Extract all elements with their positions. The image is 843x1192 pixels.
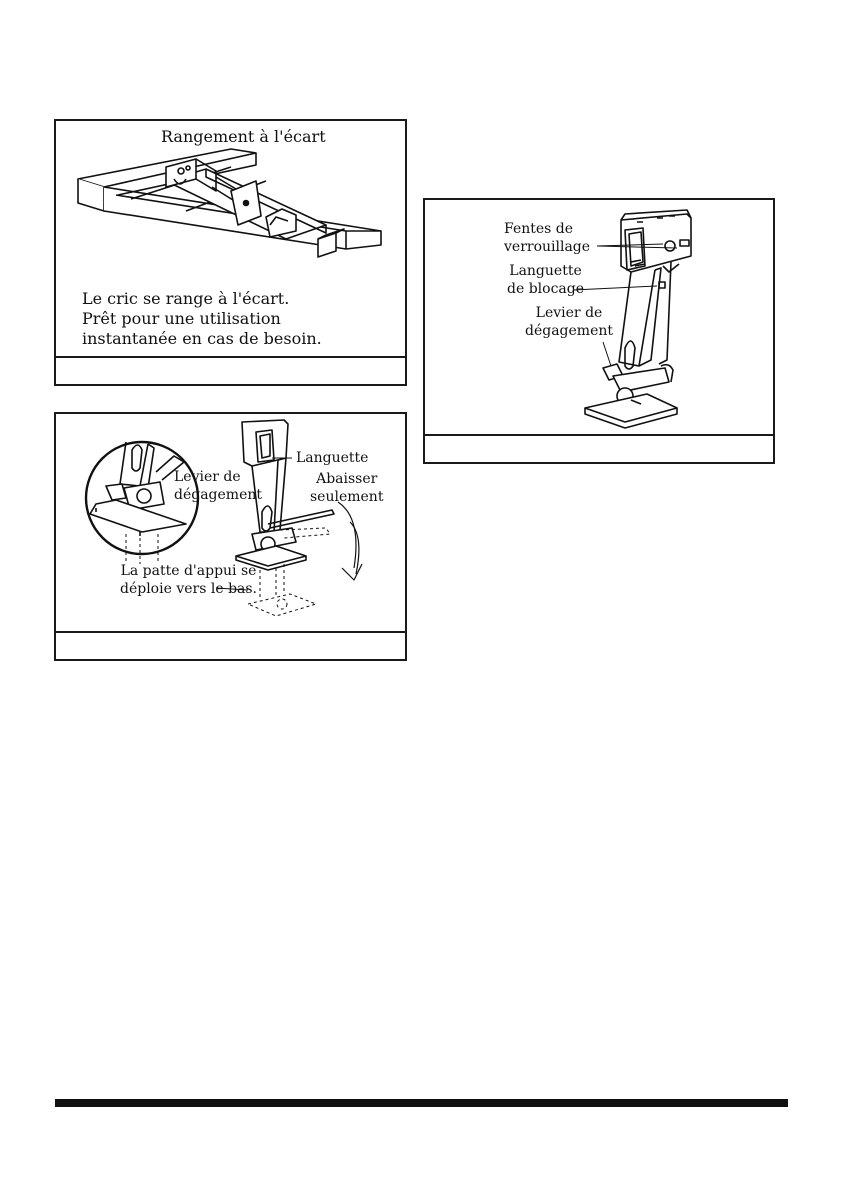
storage-text-line: Le cric se range à l'écart. [82,289,290,308]
foot-label-line: déploie vers le bas. [120,581,258,597]
figure-storage [54,119,407,386]
slots-label [504,220,590,256]
lever-label-line: dégagement [525,323,614,339]
tab-label-line: de blocage [507,281,584,297]
detail-lever-label-line: dégagement [174,487,263,503]
lower-only-label-line: Abaisser [316,471,378,487]
detail-lever-label [174,468,262,504]
caption-bar [425,434,773,462]
slots-label-line: verrouillage [504,239,591,255]
lowering-tab-label: Languette [296,450,369,466]
storage-text-line: instantanée en cas de besoin. [82,329,322,348]
tab-label-line: Languette [509,263,582,279]
tab-label [507,262,584,298]
storage-title: Rangement à l'écart [161,127,326,146]
lower-only-label [310,470,383,506]
lowering-illustration [56,414,405,631]
lower-only-label-line: seulement [310,489,384,505]
detail-lever-label-line: Levier de [174,469,241,485]
caption-bar [56,631,405,659]
slots-label-line: Fentes de [504,221,574,237]
figure-lowering [54,412,407,661]
storage-text-line: Prêt pour une utilisation [82,309,281,328]
caption-bar [56,356,405,384]
foot-label [120,562,257,598]
lever-label-line: Levier de [535,305,603,321]
figure-jack-parts [423,198,775,464]
lever-label [525,304,613,340]
storage-text [82,289,322,349]
foot-label-line: La patte d'appui se [120,563,257,579]
footer-rule [55,1099,788,1107]
